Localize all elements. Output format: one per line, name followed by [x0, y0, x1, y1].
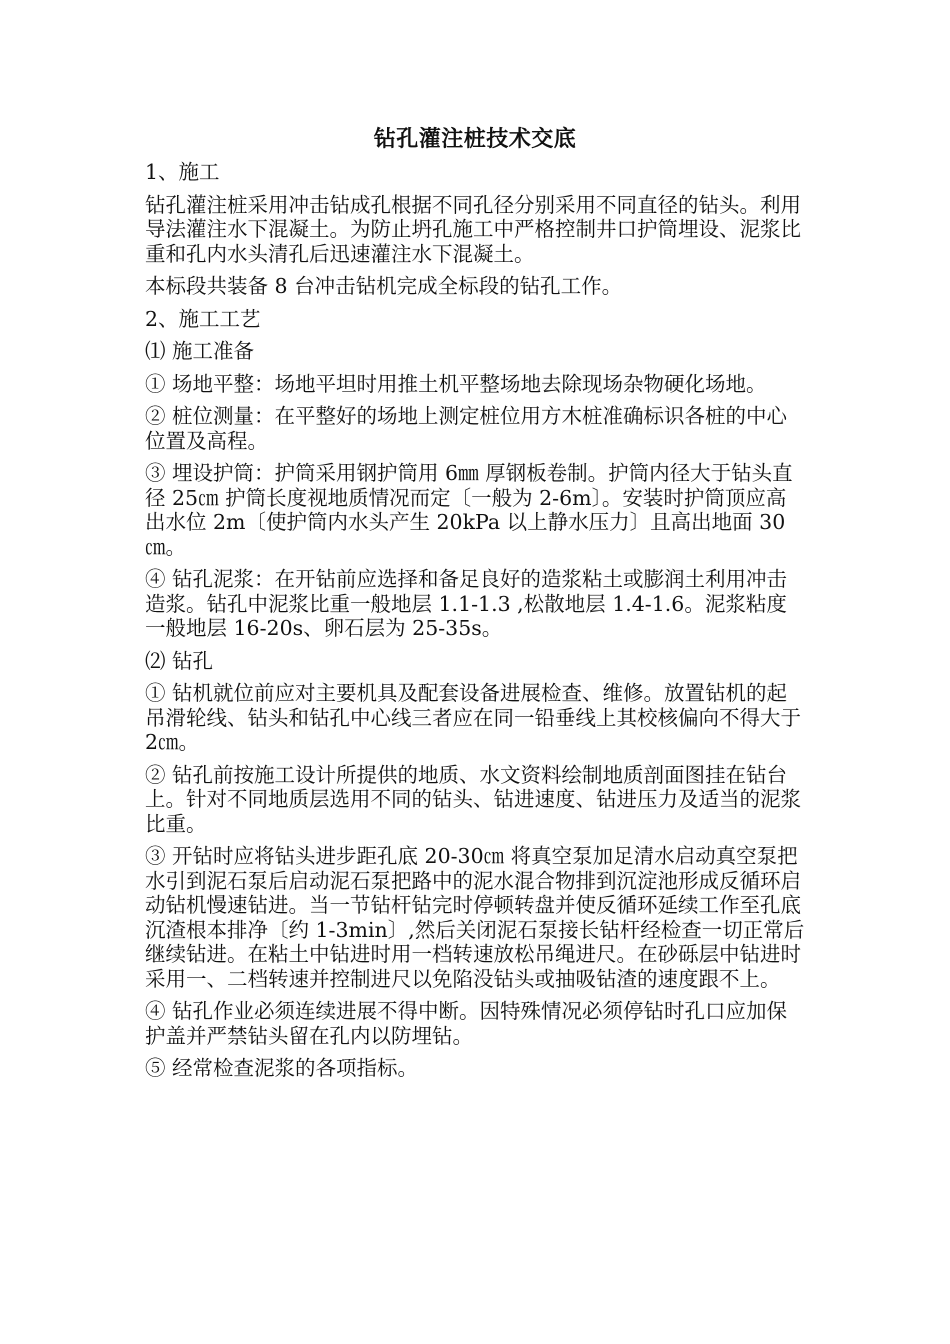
list-item-mud: ④ 钻孔泥浆：在开钻前应选择和备足良好的造浆粘土或膨润土利用冲击造浆。钻孔中泥浆比重一般地层 1.1-1.3 ,松散地层 1.4-1.6。泥浆粘度一般地层 16-20s、卵石层为 25-35s。: [145, 567, 788, 640]
paragraph-overview: 钻孔灌注桩采用冲击钻成孔根据不同孔径分别采用不同直径的钻头。利用导法灌注水下混凝土。为防止坍孔施工中严格控制井口护筒埋设、泥浆比重和孔内水头清孔后迅速灌注水下混凝土。: [145, 192, 801, 266]
section-heading-construction: 1、施工: [145, 160, 220, 184]
list-item-continuous-work: ④ 钻孔作业必须连续进展不得中断。因特殊情况必须停钻时孔口应加保护盖并严禁钻头留在孔内以防埋钻。: [145, 999, 788, 1048]
list-item-start-drilling: ③ 开钻时应将钻头进步距孔底 20-30㎝ 将真空泵加足清水启动真空泵把水引到泥石泵后启动泥石泵把路中的泥水混合物排到沉淀池形成反循环启动钻机慢速钻进。当一节钻杆钻完时停顿转盘并使反循环延续工作至孔底沉渣根本排净〔约 1-3min〕,然后关闭泥石泵接长钻杆经检查一切正常后继续钻进。在粘土中钻进时用一档转速放松吊绳进尺。在砂砾层中钻进时采用一、二档转速并控制进尺以免陷没钻头或抽吸钻渣的速度跟不上。: [145, 844, 805, 991]
list-item-site-leveling: ① 场地平整：场地平坦时用推土机平整场地去除现场杂物硬化场地。: [145, 371, 767, 396]
subsection-heading-preparation: ⑴ 施工准备: [145, 339, 255, 363]
section-heading-process: 2、施工工艺: [145, 306, 261, 331]
list-item-pile-survey: ② 桩位测量：在平整好的场地上测定桩位用方木桩准确标识各桩的中心位置及高程。: [145, 404, 788, 453]
list-item-rig-positioning: ① 钻机就位前应对主要机具及配套设备进展检查、维修。放置钻机的起吊滑轮线、钻头和钻孔中心线三者应在同一铅垂线上其校核偏向不得大于 2㎝。: [145, 681, 801, 754]
list-item-casing: ③ 埋设护筒：护筒采用钢护筒用 6㎜ 厚钢板卷制。护筒内径大于钻头直径 25㎝ 护筒长度视地质情况而定〔一般为 2-6m〕。安装时护筒顶应高出水位 2m〔使护筒内水头产生 20kPa 以上静水压力〕且高出地面 30㎝。: [145, 461, 793, 559]
paragraph-equipment: 本标段共装备 8 台冲击钻机完成全标段的钻孔工作。: [145, 274, 623, 298]
subsection-heading-drilling: ⑵ 钻孔: [145, 648, 214, 673]
list-item-geology-profile: ② 钻孔前按施工设计所提供的地质、水文资料绘制地质剖面图挂在钻台上。针对不同地质层选用不同的钻头、钻进速度、钻进压力及适当的泥浆比重。: [145, 762, 801, 836]
document-body: [145, 120, 805, 1089]
document-title: 钻孔灌注桩技术交底: [373, 126, 577, 152]
list-item-mud-check: ⑤ 经常检查泥浆的各项指标。: [145, 1056, 419, 1080]
